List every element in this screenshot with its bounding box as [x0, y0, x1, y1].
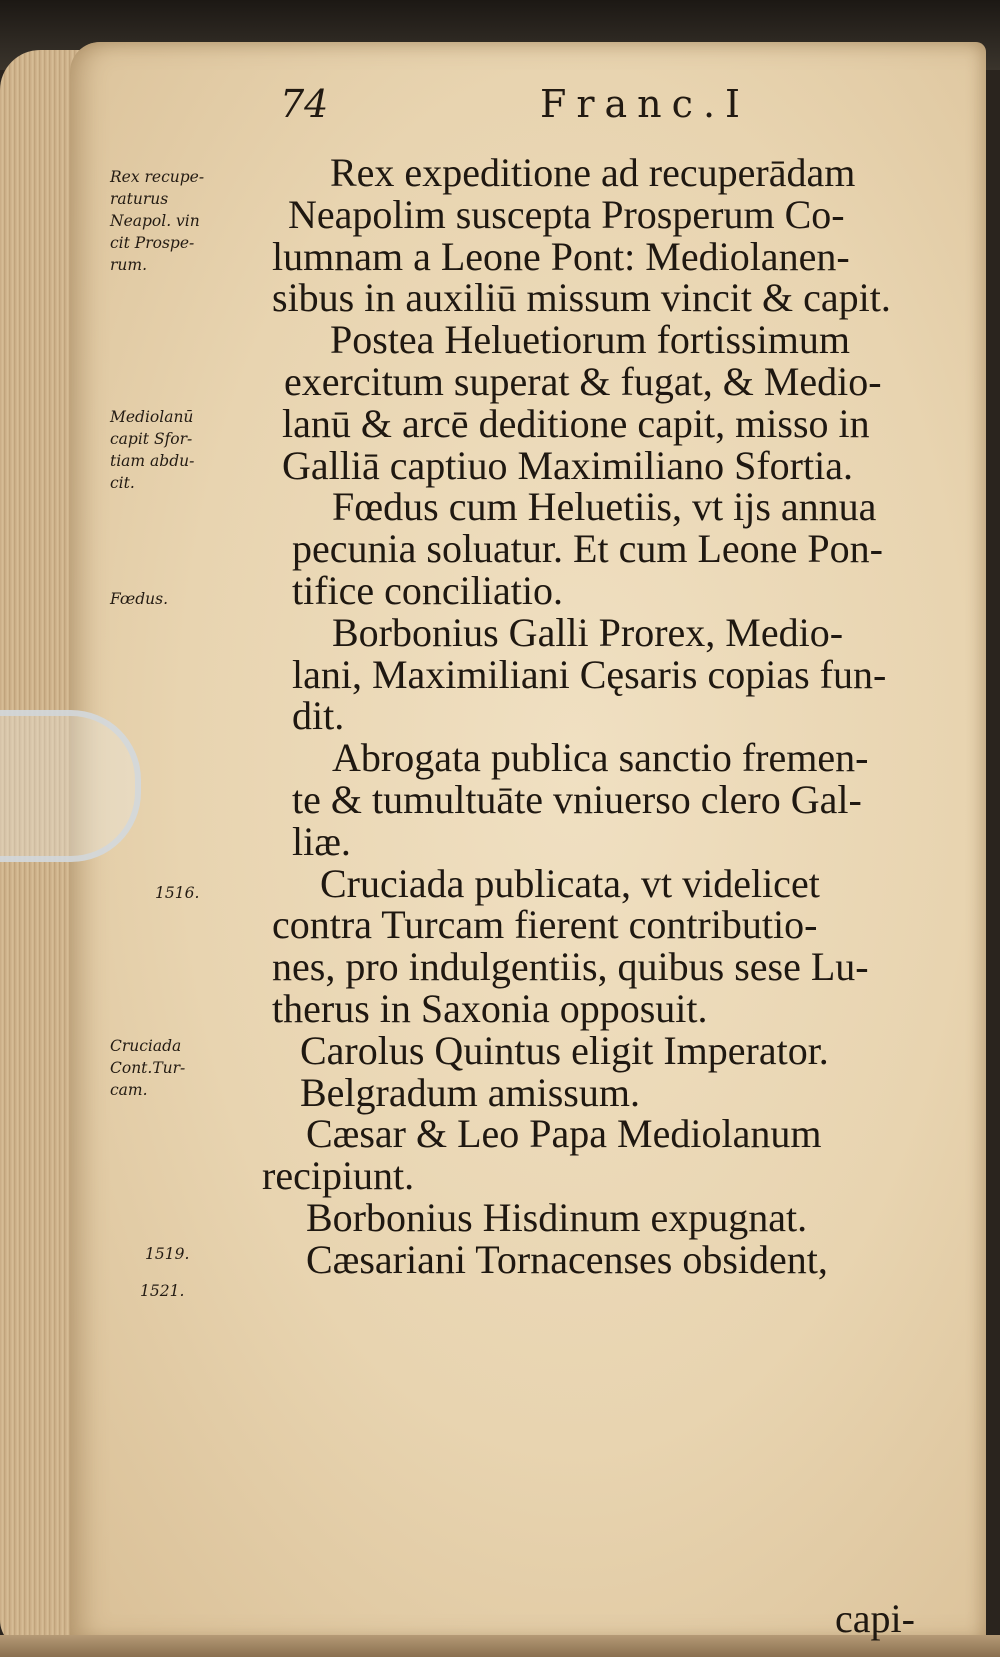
text-line: Postea Heluetiorum fortissimum	[330, 317, 850, 363]
text-line: pecunia soluatur. Et cum Leone Pon-	[292, 526, 883, 572]
text-line: te & tumultuāte vniuerso clero Gal-	[292, 776, 862, 822]
text-line: Neapolim suscepta Prosperum Co-	[288, 191, 845, 237]
text-line: Cruciada publicata, vt videlicet	[320, 860, 820, 906]
margin-note-year-1521: 1521.	[140, 1282, 185, 1300]
catchword: capi-	[835, 1596, 915, 1641]
text-line: Borbonius Hisdinum expugnat.	[306, 1194, 808, 1240]
text-line: Cæsariani Tornacenses obsident,	[306, 1236, 828, 1282]
text-line: tifice conciliatio.	[292, 567, 563, 613]
text-line: lumnam a Leone Pont: Mediolanen-	[272, 233, 850, 279]
text-line: Abrogata publica sanctio fremen-	[332, 735, 869, 781]
margin-note-cruciada: Cruciada Cont.Tur- cam.	[110, 1037, 186, 1099]
folio-number: 74	[280, 82, 329, 126]
page-clip	[0, 710, 141, 862]
margin-note-year-1519: 1519.	[145, 1245, 190, 1263]
text-line: Rex expeditione ad recuperādam	[330, 150, 856, 195]
running-head	[270, 82, 830, 134]
text-line: lanū & arcē deditione capit, misso in	[282, 400, 870, 446]
text-line: Fœdus cum Heluetiis, vt ijs annua	[332, 484, 877, 530]
margin-note-foedus: Fœdus.	[110, 590, 169, 608]
text-line: contra Turcam fierent contributio-	[272, 902, 818, 948]
text-line: Carolus Quintus eligit Imperator.	[300, 1027, 829, 1073]
text-line: liæ.	[292, 818, 351, 864]
text-line: dit.	[292, 693, 345, 739]
text-line: Borbonius Galli Prorex, Medio-	[332, 609, 844, 655]
margin-note-year-1516: 1516.	[155, 884, 200, 902]
text-line: exercitum superat & fugat, & Medio-	[284, 358, 882, 404]
text-line: therus in Saxonia opposuit.	[272, 985, 708, 1031]
running-title: Franc.I	[540, 82, 751, 126]
text-line: Cæsar & Leo Papa Mediolanum	[306, 1111, 822, 1157]
text-line: nes, pro indulgentiis, quibus sese Lu-	[272, 944, 869, 990]
text-line: Galliā captiuo Maximiliano Sfortia.	[282, 442, 853, 488]
margin-note-rex: Rex recupe- raturus Neapol. vin cit Prospe- rum.	[110, 168, 205, 274]
text-line: lani, Maximiliani Cęsaris copias fun-	[292, 651, 887, 697]
margin-note-mediolanum: Mediolanū capit Sfor- tiam abdu- cit.	[110, 408, 195, 492]
text-line: Belgradum amissum.	[300, 1069, 640, 1115]
text-line: sibus in auxiliū missum vincit & capit.	[272, 275, 891, 321]
main-text	[262, 152, 942, 1281]
text-line: recipiunt.	[262, 1153, 415, 1199]
